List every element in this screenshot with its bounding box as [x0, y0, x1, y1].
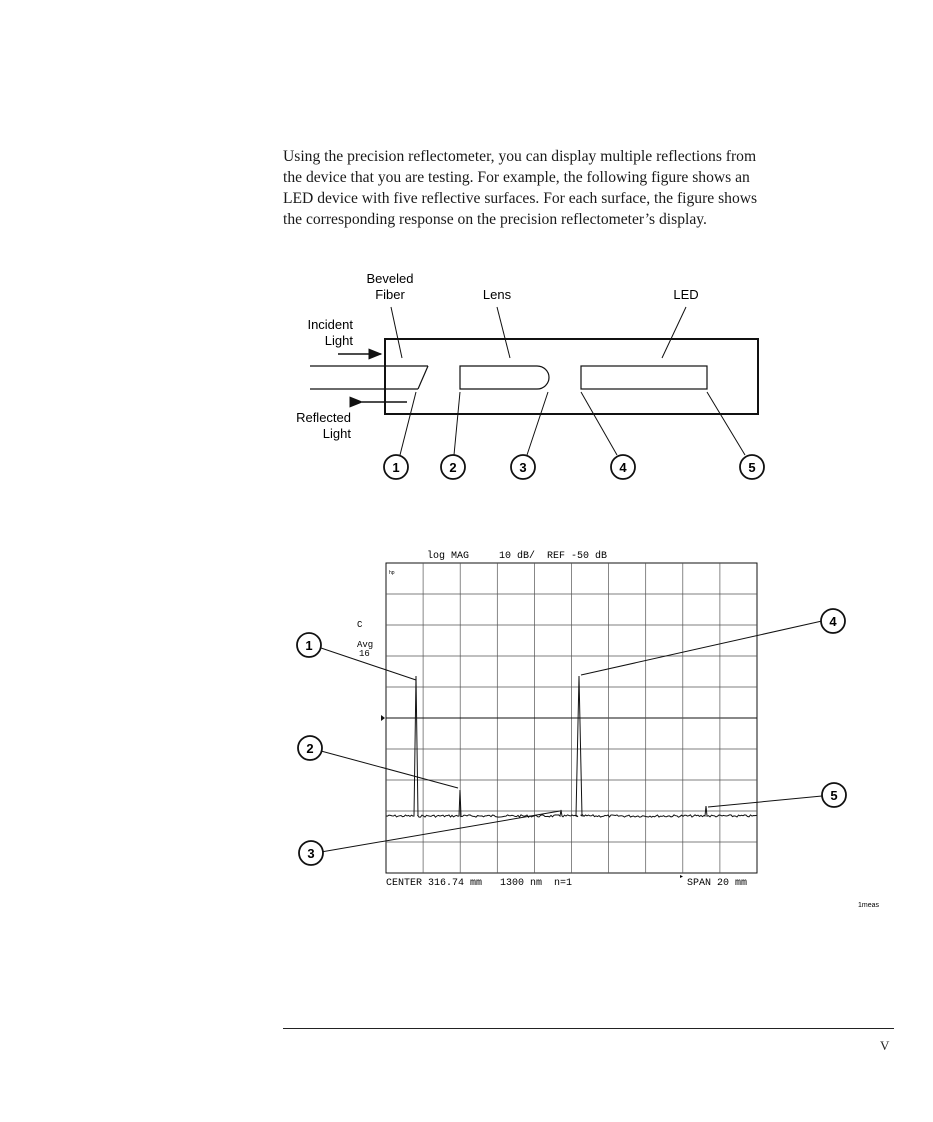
device-callout-3: [511, 455, 535, 479]
svg-text:3: 3: [519, 460, 527, 475]
display-leader-4: [581, 621, 822, 675]
leader-beveled: [391, 307, 402, 358]
leader-lens: [497, 307, 510, 358]
svg-text:4: 4: [829, 614, 837, 629]
svg-text:3: 3: [307, 846, 315, 861]
leader-callout-5: [707, 392, 745, 455]
display-leader-5: [708, 796, 822, 807]
label-reflected-light: Light: [322, 426, 351, 441]
display-callout-2: [298, 736, 322, 760]
paragraph-line: the device that you are testing. For example, the following figure shows an: [283, 169, 750, 186]
label-beveled: Beveled: [366, 271, 414, 286]
label-incident-light: Light: [324, 333, 353, 348]
figure-id: 1meas: [858, 902, 880, 909]
display-leader-2: [321, 751, 458, 788]
leader-callout-2: [454, 392, 460, 455]
paragraph-line: Using the precision reflectometer, you can display multiple reflections from: [283, 148, 757, 165]
label-incident: Incident: [307, 317, 353, 332]
svg-text:5: 5: [748, 460, 756, 475]
paragraph-line: the corresponding response on the precision reflectometer’s display.: [283, 211, 707, 228]
reference-marker: [381, 715, 385, 721]
display-callout-5: [822, 783, 846, 807]
display-callout-3: [299, 841, 323, 865]
paragraph-line: LED device with five reflective surfaces. For each surface, the figure shows: [283, 190, 758, 207]
display-callout-4: [821, 609, 845, 633]
reflectometer-display: [0, 540, 933, 920]
leader-callout-3: [527, 392, 548, 455]
svg-text:5: 5: [830, 788, 838, 803]
display-leader-3: [321, 811, 560, 852]
hp-mark: hp: [389, 570, 395, 576]
svg-text:4: 4: [619, 460, 627, 475]
display-header: log MAG 10 dB/ REF -50 dB: [427, 551, 608, 562]
leader-callout-4: [581, 392, 617, 455]
label-reflected: Reflected: [296, 410, 351, 425]
svg-text:2: 2: [306, 741, 314, 756]
leader-led: [662, 307, 686, 358]
svg-text:1: 1: [392, 460, 400, 475]
beveled-fiber-end: [418, 366, 428, 389]
device-callout-2: [441, 455, 465, 479]
avg-value: 16: [359, 649, 370, 659]
display-callout-1: [297, 633, 321, 657]
display-grid: [386, 563, 757, 873]
device-callout-1: [384, 455, 408, 479]
label-lens: Lens: [482, 287, 512, 302]
device-housing: [385, 339, 758, 414]
footer-rule: [283, 1028, 894, 1029]
display-footer-right: SPAN 20 mm: [687, 878, 748, 889]
svg-text:1: 1: [305, 638, 313, 653]
display-footer-left: CENTER 316.74 mm 1300 nm n=1: [386, 878, 573, 889]
avg-label: Avg: [357, 640, 374, 650]
device-callout-4: [611, 455, 635, 479]
channel-label: C: [357, 620, 363, 630]
page-number: V: [880, 1038, 890, 1053]
svg-text:2: 2: [449, 460, 457, 475]
label-led: LED: [673, 287, 699, 302]
span-marker: ▸: [680, 874, 684, 880]
device-callout-5: [740, 455, 764, 479]
led-device-diagram: [0, 0, 933, 500]
led-chip: [581, 366, 707, 389]
label-fiber: Fiber: [375, 287, 405, 302]
lens-shape: [460, 366, 549, 389]
